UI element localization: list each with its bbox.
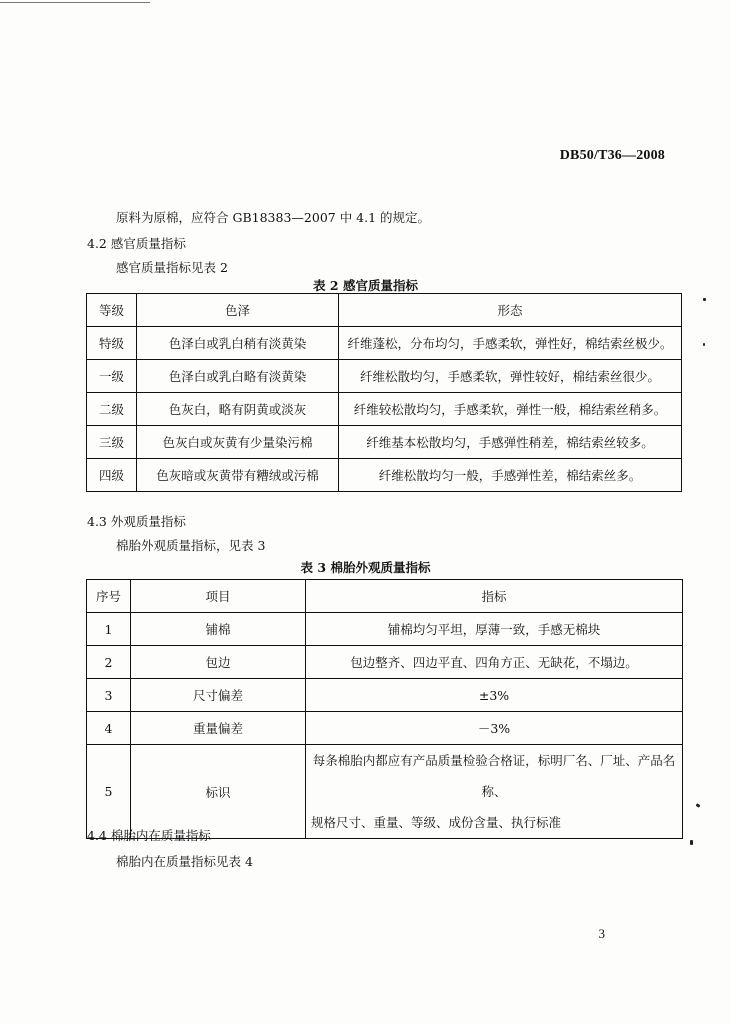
table-row [87,360,682,393]
form-cell: 纤维较松散均匀，手感柔软，弹性一般，棉结索丝稍多。 [339,393,682,426]
table-2-caption: 表 2 感官质量指标 [313,278,418,293]
column-header: 色泽 [137,294,339,327]
table-header-row [87,580,683,613]
grade-cell: 特级 [87,327,137,360]
table-header-row [87,294,682,327]
color-cell: 色灰白或灰黄有少量染污棉 [137,426,339,459]
indicator-cell: －3% [306,712,683,745]
section-4-3-text: 棉胎外观质量指标，见表 3 [116,538,266,553]
section-4-2-text: 感官质量指标见表 2 [116,260,228,275]
section-4-4-heading: 4.4 棉胎内在质量指标 [87,828,211,843]
section-4-4-text: 棉胎内在质量指标见表 4 [116,854,253,869]
column-header: 项目 [131,580,306,613]
table-row [87,712,683,745]
appearance-quality-table [86,579,683,839]
table-row [87,613,683,646]
table-row [87,426,682,459]
scan-speck [690,840,693,845]
column-header: 等级 [87,294,137,327]
form-cell: 纤维松散均匀，手感柔软，弹性较好，棉结索丝很少。 [339,360,682,393]
grade-cell: 三级 [87,426,137,459]
color-cell: 色泽白或乳白稍有淡黄染 [137,327,339,360]
number-cell: 2 [87,646,131,679]
number-cell: 5 [87,745,131,839]
sensory-quality-table [86,293,682,492]
number-cell: 3 [87,679,131,712]
scan-speck [703,343,705,346]
table-row [87,646,683,679]
scan-speck [696,803,701,808]
color-cell: 色泽白或乳白略有淡黄染 [137,360,339,393]
item-cell: 包边 [131,646,306,679]
table-row [87,327,682,360]
grade-cell: 一级 [87,360,137,393]
form-cell: 纤维松散均匀一般，手感弹性差，棉结索丝多。 [339,459,682,492]
table-row [87,393,682,426]
grade-cell: 二级 [87,393,137,426]
section-4-2-heading: 4.2 感官质量指标 [87,236,186,251]
item-cell: 铺棉 [131,613,306,646]
indicator-cell: 包边整齐、四边平直、四角方正、无缺花，不塌边。 [306,646,683,679]
indicator-cell: 铺棉均匀平坦，厚薄一致，手感无棉块 [306,613,683,646]
table-row [87,459,682,492]
number-cell: 1 [87,613,131,646]
number-cell: 4 [87,712,131,745]
table-3-caption: 表 3 棉胎外观质量指标 [300,560,431,575]
form-cell: 纤维蓬松，分布均匀，手感柔软，弹性好，棉结索丝极少。 [339,327,682,360]
column-header: 形态 [339,294,682,327]
item-cell: 尺寸偏差 [131,679,306,712]
item-cell: 重量偏差 [131,712,306,745]
form-cell: 纤维基本松散均匀，手感弹性稍差，棉结索丝较多。 [339,426,682,459]
color-cell: 色灰暗或灰黄带有糟绒或污棉 [137,459,339,492]
item-cell: 标识 [131,745,306,839]
document-code: DB50/T36—2008 [559,148,665,163]
column-header: 指标 [306,580,683,613]
column-header: 序号 [87,580,131,613]
table-row [87,745,683,839]
scan-edge-line [0,2,150,3]
section-4-3-heading: 4.3 外观质量指标 [87,514,186,529]
scan-speck [703,298,706,301]
page-number: 3 [598,926,605,941]
indicator-cell: ±3% [306,679,683,712]
indicator-line-2: 规格尺寸、重量、等级、成份含量、执行标准 [311,815,562,830]
color-cell: 色灰白，略有阴黄或淡灰 [137,393,339,426]
grade-cell: 四级 [87,459,137,492]
table-row [87,679,683,712]
indicator-line-1: 每条棉胎内都应有产品质量检验合格证，标明厂名、厂址、产品名称、 [312,753,676,799]
raw-material-text: 原料为原棉，应符合 GB18383—2007 中 4.1 的规定。 [116,210,431,225]
indicator-cell [306,745,683,839]
